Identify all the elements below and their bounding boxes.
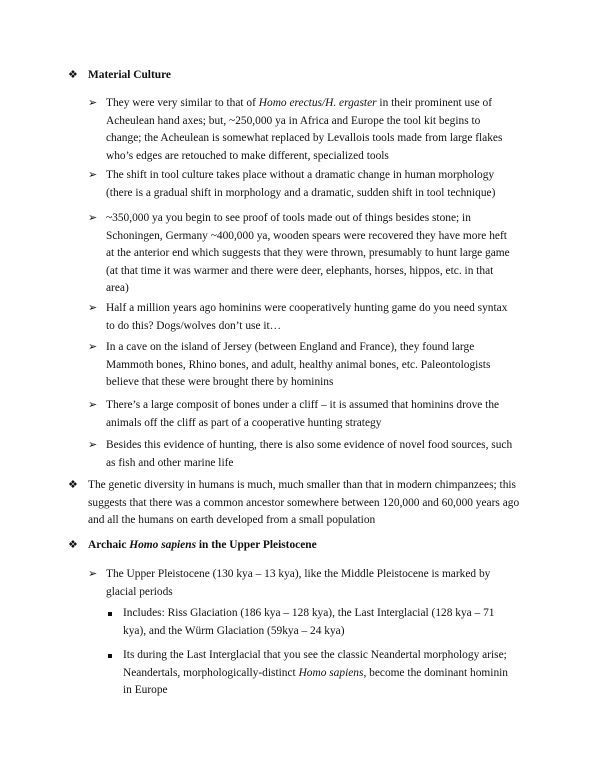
- sub-list-item-text: Its during the Last Interglacial that you see the classic Neandertal morphology arise; Neandertals, morphologically-distinct Homo sapiens, become the dominant hominin in Europe: [123, 649, 509, 696]
- genetic-diversity-text: The genetic diversity in humans is much, much smaller than that in modern chimpanzees; this suggests that there was a common ancestor somewhere between 120,000 and 60,000 years ago and all the humans on earth developed from a small population: [88, 479, 520, 526]
- arrow-bullet-icon: ➢: [88, 302, 98, 314]
- list-item: [88, 339, 514, 392]
- diamond-bullet-icon: ❖: [68, 539, 78, 551]
- sub-list-item: [123, 647, 514, 700]
- diamond-bullet-icon: ❖: [68, 479, 78, 491]
- arrow-bullet-icon: ➢: [88, 568, 98, 580]
- species-name: Homo sapiens: [298, 666, 364, 679]
- species-name: Homo erectus/H. ergaster: [258, 97, 377, 109]
- list-item: [88, 167, 514, 202]
- list-item-text: The shift in tool culture takes place without a dramatic change in human morphology (there is a gradual shift in morphology and a dramatic, sudden shift in tool technique): [106, 169, 496, 199]
- list-item: [88, 437, 514, 472]
- diamond-bullet-icon: ❖: [68, 69, 78, 81]
- heading-text: Material Culture: [88, 69, 171, 81]
- list-item: [88, 300, 514, 335]
- list-item-text: Half a million years ago hominins were cooperatively hunting game do you need syntax to do this? Dogs/wolves don’t use it…: [106, 302, 508, 332]
- list-item-text: In a cave on the island of Jersey (between England and France), they found large Mammoth bones, Rhino bones, and adult, healthy animal bones, etc. Paleontologists believe that these were brought there by hominins: [106, 341, 491, 388]
- section-heading-material-culture: [68, 67, 528, 85]
- arrow-bullet-icon: ➢: [88, 399, 98, 411]
- heading-text: Archaic Homo sapiens in the Upper Pleistocene: [88, 539, 317, 551]
- species-name: Homo sapiens: [129, 539, 197, 551]
- arrow-bullet-icon: ➢: [88, 212, 98, 224]
- list-item: [88, 210, 514, 298]
- square-bullet-icon: [108, 605, 112, 623]
- genetic-diversity-item: [68, 477, 528, 530]
- list-item-text: ~350,000 ya you begin to see proof of tools made out of things besides stone; in Schoningen, Germany ~400,000 ya, wooden spears were recovered they have more heft at the anterior end which suggests that they were thrown, presumably to hunt large game (at that time it was warmer and there were deer, elephants, horses, hippos, etc. in that area): [106, 212, 510, 294]
- arrow-bullet-icon: ➢: [88, 439, 98, 451]
- square-bullet-icon: [108, 647, 112, 665]
- sub-list-item: [123, 605, 514, 640]
- list-item-text: They were very similar to that of Homo erectus/H. ergaster in their prominent use of Acheulean hand axes; but, ~250,000 ya in Africa and Europe the tool kit begins to change; the Acheulean is somewhat replaced by Levallois tools made from large flakes who’s edges are retouched to make different, specialized tools: [106, 97, 503, 162]
- list-item-text: The Upper Pleistocene (130 kya – 13 kya), like the Middle Pleistocene is marked by glacial periods: [106, 568, 491, 598]
- section-heading-archaic: [68, 537, 528, 555]
- list-item: [88, 95, 514, 165]
- arrow-bullet-icon: ➢: [88, 169, 98, 181]
- list-item: [88, 397, 514, 432]
- list-item-text: There’s a large composit of bones under a cliff – it is assumed that hominins drove the animals off the cliff as part of a cooperative hunting strategy: [106, 399, 500, 429]
- list-item: [88, 566, 514, 601]
- arrow-bullet-icon: ➢: [88, 97, 98, 109]
- sub-list-item-text: Includes: Riss Glaciation (186 kya – 128 kya), the Last Interglacial (128 kya – 71 kya), and the Würm Glaciation (59kya – 24 kya): [123, 607, 495, 637]
- arrow-bullet-icon: ➢: [88, 341, 98, 353]
- list-item-text: Besides this evidence of hunting, there is also some evidence of novel food sources, such as fish and other marine life: [106, 439, 513, 469]
